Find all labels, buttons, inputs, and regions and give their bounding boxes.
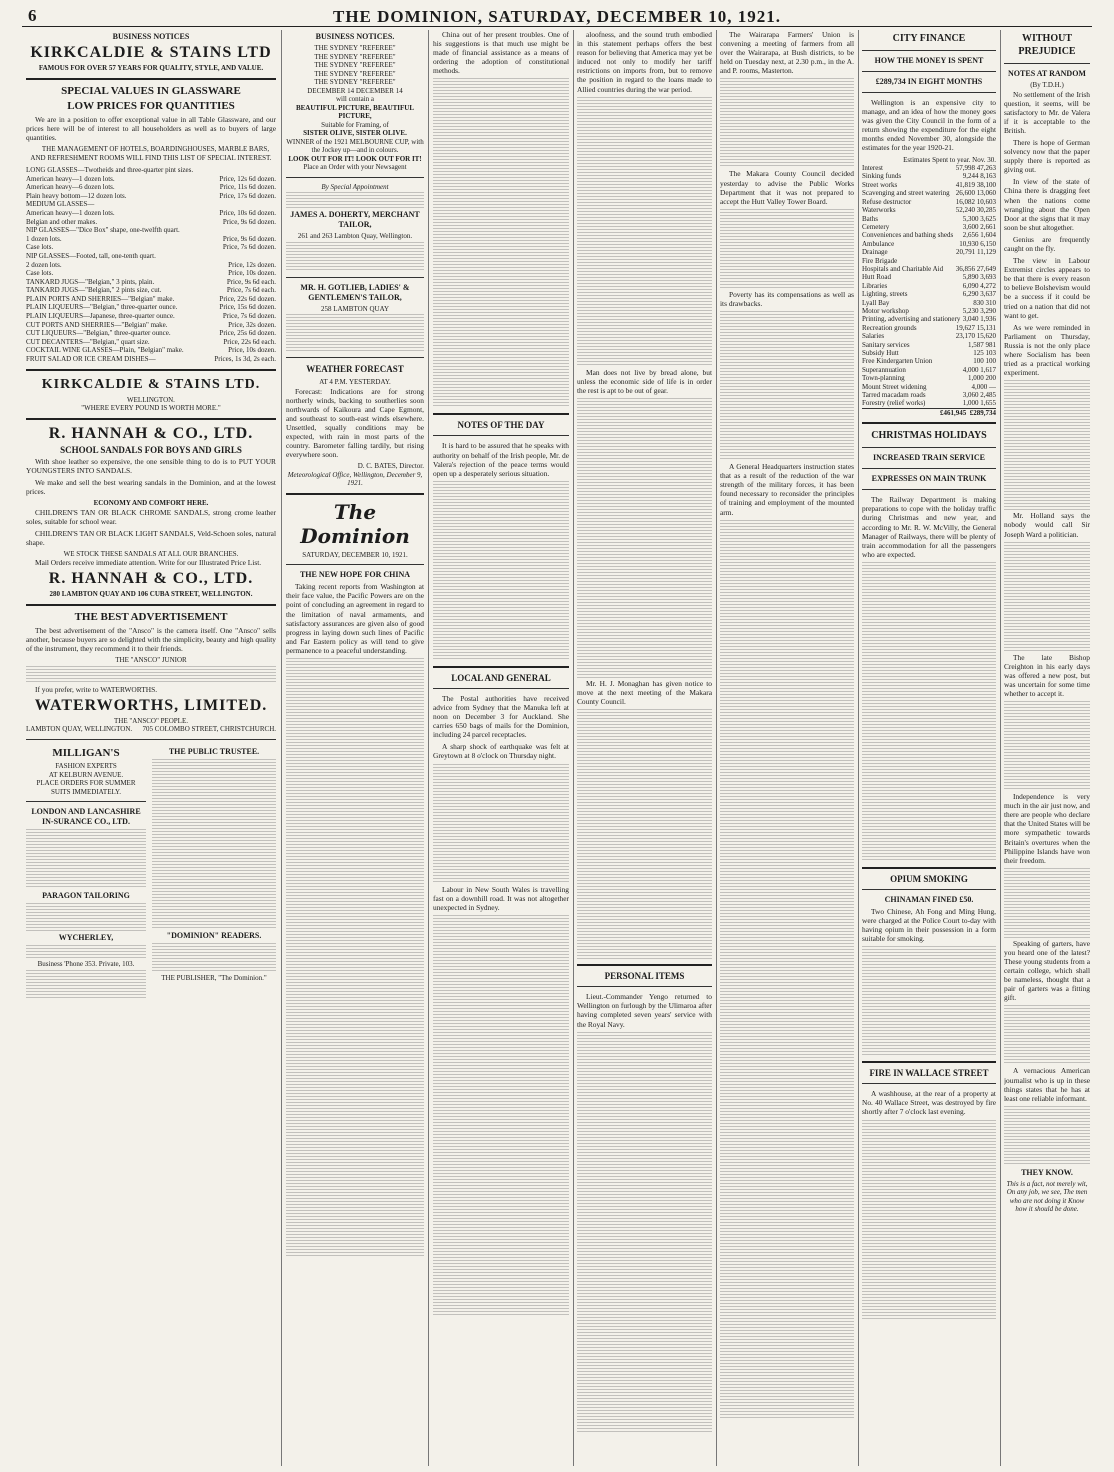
ad-hannah-footer-address: 280 LAMBTON QUAY AND 106 CUBA STREET, WELLINGTON. bbox=[49, 590, 253, 599]
finance-item: Street works bbox=[862, 180, 898, 189]
ad-ansco-body: The best advertisement of the "Ansco" is the camera itself. One "Ansco" sells another, because buyers are so delighted with the simplicity, beauty and high quality of the instrument, they recommend it to their friends. bbox=[26, 625, 276, 654]
notes-of-day-title: NOTES OF THE DAY bbox=[457, 420, 545, 431]
finance-item: Sanitary services bbox=[862, 340, 910, 349]
cup-winner: WINNER of the 1921 MELBOURNE CUP, with the Jockey up—and in colours. bbox=[286, 137, 424, 154]
finance-row bbox=[862, 206, 996, 214]
column-divider bbox=[858, 30, 859, 1466]
ad-kirkcaldie-footer-title: KIRKCALDIE & STAINS LTD. bbox=[41, 376, 261, 392]
finance-item: Drainage bbox=[862, 248, 888, 257]
finance-row bbox=[862, 332, 996, 340]
finance-values: 125 103 bbox=[973, 349, 996, 357]
price-item: Plain heavy bottom—12 dozen lots. bbox=[26, 191, 127, 200]
sydney-referee-line: THE SYDNEY "REFEREE" bbox=[314, 69, 396, 78]
price-item: CUT LIQUEURS—"Belgian," three-quarter ounce. bbox=[26, 329, 171, 338]
finance-values: 4,000 — bbox=[971, 382, 996, 391]
finance-values: 19,627 15,131 bbox=[955, 323, 996, 332]
finance-values: 5,230 3,290 bbox=[962, 306, 996, 315]
ad-ansco-title: THE BEST ADVERTISEMENT bbox=[74, 610, 228, 623]
finance-values: 100 100 bbox=[973, 357, 996, 366]
finance-row bbox=[862, 240, 996, 248]
price-item: NIP GLASSES—"Dice Box" shape, one-twelfth quart. bbox=[26, 226, 180, 235]
finance-total-spent: £289,734 bbox=[969, 408, 996, 417]
finance-columns: Estimates Spent to year. Nov. 30. bbox=[903, 155, 996, 164]
finance-row bbox=[862, 231, 996, 239]
weather-sign: D. C. BATES, Director. bbox=[357, 462, 424, 471]
fire-body: A washhouse, at the rear of a property at No. 40 Wallace Street, was destroyed by fire shortly after 7 o'clock last evening. bbox=[862, 1089, 996, 1117]
personal-items-title: PERSONAL ITEMS bbox=[604, 971, 685, 982]
sydney-referee-line: THE SYDNEY "REFEREE" bbox=[314, 52, 396, 61]
col7-p5: The view in Labour Extremist circles appears to be that there is every reason to believe Bolshevism would be a success if it could be tried on a nation that did not want to get. bbox=[1004, 256, 1090, 320]
framing-note: Suitable for Framing, of bbox=[321, 120, 389, 129]
opium-sub: CHINAMAN FINED £50. bbox=[884, 894, 974, 904]
finance-row bbox=[862, 383, 996, 391]
price-value: Price, 10s dozen. bbox=[228, 346, 276, 355]
section-tag-2: BUSINESS NOTICES. bbox=[315, 32, 395, 41]
page-number: 6 bbox=[28, 6, 37, 25]
column-business-ads bbox=[26, 30, 276, 1466]
finance-row bbox=[862, 324, 996, 332]
finance-item: Printing, advertising and stationery bbox=[862, 315, 961, 324]
col4-p2: Man does not live by bread alone, but unless the economic side of life is in order the rest is apt to be out of gear. bbox=[577, 367, 712, 395]
finance-item: Baths bbox=[862, 214, 878, 223]
column-divider bbox=[573, 30, 574, 1466]
price-list-row bbox=[26, 355, 276, 364]
ad-hannah-sub: ECONOMY AND COMFORT HERE. bbox=[93, 499, 209, 507]
column-news-2 bbox=[720, 30, 854, 1466]
weather-title: WEATHER FORECAST bbox=[306, 364, 404, 374]
col7-p11: A vernacious American journalist who is up in these things states that he has at least one reliable informant. bbox=[1004, 1066, 1090, 1103]
price-item: CUT DECANTERS—"Belgian," quart size. bbox=[26, 337, 150, 346]
price-value: Price, 15s 6d dozen. bbox=[219, 303, 276, 312]
finance-item: Subsidy Hutt bbox=[862, 349, 899, 357]
sydney-dates: DECEMBER 14 DECEMBER 14 bbox=[307, 86, 403, 95]
price-item: PLAIN LIQUEURS—Japanese, three-quarter ounce. bbox=[26, 312, 175, 321]
finance-item: Recreation grounds bbox=[862, 323, 917, 332]
finance-row bbox=[862, 172, 996, 180]
price-item: LONG GLASSES—Twotheids and three-quarter pint sizes. bbox=[26, 165, 194, 174]
col5-p4: A General Headquarters instruction states that as a result of the reduction of the war strength of the military forces, it has been found necessary to reconsider the principles of training and employment of the mounted arm. bbox=[720, 462, 854, 517]
ad-hannah-item2: CHILDREN'S TAN OR BLACK LIGHT SANDALS, Veld-Schoen soles, natural shape. bbox=[26, 528, 276, 547]
col7-p8: The late Bishop Creighton in his early days was offered a new post, but was uncertain for some time whether to accept it. bbox=[1004, 652, 1090, 698]
ad-ansco-sub: THE "ANSCO" JUNIOR bbox=[115, 656, 187, 665]
ad-waterworths-title: WATERWORTHS, LIMITED. bbox=[34, 696, 268, 714]
ad-waterworths-addr-left: LAMBTON QUAY, WELLINGTON. bbox=[26, 725, 133, 734]
sydney-referee-list bbox=[286, 44, 424, 87]
price-item: CUT PORTS AND SHERRIES—"Belgian" make. bbox=[26, 320, 168, 329]
finance-item: Fire Brigade bbox=[862, 256, 898, 265]
finance-values: 6,090 4,272 bbox=[962, 281, 996, 290]
price-value: Price, 9s 6d dozen. bbox=[222, 234, 276, 243]
ad-hannah-title: R. HANNAH & CO., LTD. bbox=[48, 424, 254, 442]
finance-values: 4,000 1,617 bbox=[962, 365, 996, 374]
look-out: LOOK OUT FOR IT! LOOK OUT FOR IT! bbox=[288, 154, 422, 163]
finance-values: 10,930 6,150 bbox=[959, 239, 996, 248]
ad-hannah-body: With shoe leather so expensive, the one sensible thing to do is to PUT YOUR YOUNGSTERS INTO SANDALS. bbox=[26, 456, 276, 475]
price-list-row bbox=[26, 295, 276, 304]
col5-p3: Poverty has its compensations as well as its drawbacks. bbox=[720, 289, 854, 308]
price-list-row bbox=[26, 209, 276, 218]
finance-values: 6,290 3,637 bbox=[962, 290, 996, 299]
finance-row bbox=[862, 198, 996, 206]
finance-item: Tarred macadam roads bbox=[862, 391, 926, 400]
editorial-p1: Taking recent reports from Washington at their face value, the Pacific Powers are on the point of concluding an agreement in regard to the limitation of naval armaments, and satisfactory assurances are given also of good progress in laying down such lines of Pacific and Far Eastern policy as will tend to give permanence to a peaceful understanding. bbox=[286, 582, 424, 655]
price-item: NIP GLASSES—Footed, tall, one-tenth quart. bbox=[26, 251, 156, 260]
city-finance-amount: £289,734 IN EIGHT MONTHS bbox=[875, 77, 983, 86]
finance-row bbox=[862, 273, 996, 281]
price-list-row bbox=[26, 286, 276, 295]
column-without-prejudice bbox=[1004, 30, 1090, 1466]
price-item: American heavy—1 dozen lots. bbox=[26, 174, 115, 183]
finance-item: Mount Street widening bbox=[862, 382, 927, 391]
finance-item: Forestry (relief works) bbox=[862, 399, 926, 408]
price-list-row bbox=[26, 235, 276, 244]
finance-row bbox=[862, 357, 996, 365]
byline: (By T.D.H.) bbox=[1030, 81, 1064, 89]
sydney-referee-line: THE SYDNEY "REFEREE" bbox=[314, 61, 396, 69]
column-referee-weather bbox=[286, 30, 424, 1466]
col7-p1: No settlement of the Irish question, it seems, will be satisfactory to Mr. de Valera if it is acceptable to the British. bbox=[1004, 89, 1090, 135]
ad-milligans-addr: AT KELBURN AVENUE. bbox=[48, 770, 124, 779]
finance-row bbox=[862, 307, 996, 315]
gotlieb-address: 258 LAMBTON QUAY bbox=[320, 304, 390, 313]
ad-waterworths-addr-right: 705 COLOMBO STREET, CHRISTCHURCH. bbox=[142, 725, 276, 734]
finance-row bbox=[862, 341, 996, 349]
opium-body: Two Chinese, Ah Fong and Ming Hung, were charged at the Police Court to-day with having opium in their possession in a form suitable for smoking. bbox=[862, 906, 996, 944]
city-finance-body: Wellington is an expensive city to manage, and an idea of how the money goes was given the City Council in the form of a return showing the expenditure for the eight months ended November 30, alongside the estimates for the year 1920-21. bbox=[862, 98, 996, 153]
opium-title: OPIUM SMOKING bbox=[890, 873, 968, 884]
finance-item: Free Kindergarten Union bbox=[862, 357, 933, 366]
order-note: Place an Order with your Newsagent bbox=[303, 163, 407, 171]
price-item: MEDIUM GLASSES— bbox=[26, 200, 95, 209]
finance-row bbox=[862, 391, 996, 399]
finance-row bbox=[862, 299, 996, 307]
without-prejudice-title: WITHOUT PREJUDICE bbox=[1018, 33, 1076, 57]
price-item: Belgian and other makes. bbox=[26, 217, 98, 226]
city-finance-sub: HOW THE MONEY IS SPENT bbox=[874, 56, 984, 65]
beautiful-picture: BEAUTIFUL PICTURE, BEAUTIFUL PICTURE, bbox=[295, 103, 415, 120]
price-list-row bbox=[26, 346, 276, 355]
christmas-sub2: EXPRESSES ON MAIN TRUNK bbox=[871, 474, 987, 484]
ad-kirkcaldie-footer-city: WELLINGTON. bbox=[127, 395, 175, 404]
finance-values: 23,170 15,620 bbox=[955, 332, 996, 341]
price-value: Price, 17s 6d dozen. bbox=[219, 191, 276, 200]
christmas-holidays-title: CHRISTMAS HOLIDAYS bbox=[871, 430, 987, 442]
finance-item: Waterworks bbox=[862, 206, 896, 215]
price-list-row bbox=[26, 192, 276, 201]
finance-values: 52,240 30,285 bbox=[955, 206, 996, 215]
col5-p1: The Wairarapa Farmers' Union is convening a meeting of farmers from all over the Wairarapa, at Bush districts, to be held on Tuesday next, at 2.30 p.m., in the A. and P. rooms, Masterton. bbox=[720, 30, 854, 76]
col7-p2: There is hope of German solvency now that the paper supply there is reported as giving out. bbox=[1004, 137, 1090, 175]
price-value: Price, 12s dozen. bbox=[228, 260, 276, 269]
they-know-title: THEY KNOW. bbox=[1021, 1167, 1073, 1177]
ad-hannah-body2: We make and sell the best wearing sandals in the Dominion, and at the lowest prices. bbox=[26, 477, 276, 496]
col3-p5: Labour in New South Wales is travelling fast on a downhill road. It was not altogether unexpected in Sydney. bbox=[433, 884, 569, 912]
price-value: Price, 11s 6d dozen. bbox=[219, 183, 276, 192]
dominion-readers-title: "DOMINION" READERS. bbox=[166, 931, 262, 941]
finance-row bbox=[862, 257, 996, 265]
ad-hannah-item1: CHILDREN'S TAN OR BLACK CHROME SANDALS, strong crome leather soles, suitable for school wear. bbox=[26, 507, 276, 526]
price-list-row bbox=[26, 183, 276, 192]
finance-row bbox=[862, 366, 996, 374]
finance-row bbox=[862, 189, 996, 197]
col7-p3: In view of the state of China there is dragging feet when the nations come wrangling about the Open Door at the signs that it may soon be shut altogether. bbox=[1004, 177, 1090, 232]
col7-p10: Speaking of garters, have you heard one of the latest? These young students from a certain college, which shall be nameless, thought that a pair of garters was a fitting gift. bbox=[1004, 938, 1090, 1003]
finance-values: 26,600 13,060 bbox=[955, 189, 996, 198]
column-divider bbox=[428, 30, 429, 1466]
price-list-row bbox=[26, 166, 276, 175]
price-item: 2 dozen lots. bbox=[26, 260, 62, 269]
ad-waterworths-sub: THE "ANSCO" PEOPLE. bbox=[114, 716, 188, 725]
price-item: TANKARD JUGS—"Belgian," 3 pints, plain. bbox=[26, 277, 155, 286]
finance-row bbox=[862, 265, 996, 273]
column-notes bbox=[433, 30, 569, 1466]
finance-values: 5,300 3,625 bbox=[962, 214, 996, 223]
column-divider bbox=[1000, 30, 1001, 1466]
finance-row bbox=[862, 315, 996, 323]
ad-kirkcaldie-tagline: FAMOUS FOR OVER 57 YEARS FOR QUALITY, STYLE, AND VALUE. bbox=[38, 64, 264, 72]
sydney-referee-line: THE SYDNEY "REFEREE" bbox=[314, 78, 396, 86]
weather-body: Forecast: Indications are for strong northerly winds, backing to southerlies soon northwards of Kaikoura and Cape Egmont, and southeast to south-east winds elsewhere. Unsettled, squally conditions may be expected, with rain in most parts of the country. Barometer falling tardily, but rising everywhere soon. bbox=[286, 386, 424, 460]
price-item: American heavy—6 dozen lots. bbox=[26, 183, 115, 192]
price-value: Price, 25s 6d dozen. bbox=[219, 329, 276, 338]
appointment: By Special Appointment bbox=[321, 182, 389, 191]
finance-table bbox=[862, 164, 996, 408]
col7-p6: As we were reminded in Parliament on Thursday, Russia is not the only place where Socialism has been tried as a practical working experiment. bbox=[1004, 322, 1090, 378]
finance-row bbox=[862, 248, 996, 256]
col4-p3: Mr. H. J. Monaghan has given notice to move at the next meeting of the Makara County Council. bbox=[577, 678, 712, 707]
ad-public-trustee-title: THE PUBLIC TRUSTEE. bbox=[168, 747, 260, 757]
notes-at-random: NOTES AT RANDOM bbox=[1008, 69, 1086, 78]
price-list-row bbox=[26, 312, 276, 321]
ad-wycherley-phone: Business 'Phone 353. Private, 103. bbox=[37, 960, 135, 969]
finance-row bbox=[862, 399, 996, 407]
finance-item: Refuse destructor bbox=[862, 197, 912, 206]
ad-milligans-sub: FASHION EXPERTS bbox=[55, 762, 117, 771]
christmas-sub: INCREASED TRAIN SERVICE bbox=[872, 453, 986, 463]
finance-item: Town-planning bbox=[862, 374, 905, 383]
finance-values: 2,656 1,604 bbox=[962, 231, 996, 240]
price-list-row bbox=[26, 226, 276, 235]
price-list-row bbox=[26, 200, 276, 209]
finance-values: 41,819 38,100 bbox=[955, 180, 996, 189]
col7-p9: Independence is very much in the air just now, and there are people who declare that the United States will be more sympathetic towards Britain's overtures when the Philippine Islands have won their freedom. bbox=[1004, 792, 1090, 865]
paper-nameplate: The Dominion bbox=[300, 499, 410, 548]
ad-glassware-subheading: LOW PRICES FOR QUANTITIES bbox=[67, 99, 235, 112]
finance-values: 36,856 27,649 bbox=[955, 264, 996, 273]
finance-item: Cemetery bbox=[862, 222, 890, 231]
finance-values: 5,890 3,693 bbox=[962, 273, 996, 282]
col7-p7: Mr. Holland says the nobody would call Sir Joseph Ward a politician. bbox=[1004, 511, 1090, 539]
col4-p4: Lieut.-Commander Yengo returned to Wellington on furlough by the Ulimaroa after having completed seven years' service with the Royal Navy. bbox=[577, 992, 712, 1029]
finance-row bbox=[862, 164, 996, 172]
finance-values: 830 310 bbox=[973, 298, 996, 307]
col3-p2: It is hard to be assured that he speaks with authority on behalf of the Irish people, Mr. de Valera's rejection of the peace terms would open up a desperately serious situation. bbox=[433, 441, 569, 478]
weather-time: AT 4 P.M. YESTERDAY. bbox=[319, 378, 391, 386]
price-list-row bbox=[26, 303, 276, 312]
section-tag: BUSINESS NOTICES bbox=[112, 32, 190, 41]
price-value: Price, 10s 6d dozen. bbox=[219, 208, 276, 217]
price-list-row bbox=[26, 269, 276, 278]
price-item: PLAIN LIQUEURS—"Belgian," three-quarter ounce. bbox=[26, 303, 178, 312]
christmas-body: The Railway Department is making preparations to cope with the holiday traffic during Christmas and new year, and according to Mr. R. W. McVilly, the General Manager of Railways, there will be plenty of train accommodation for all the passengers who are expected. bbox=[862, 495, 996, 559]
finance-values: 20,791 11,129 bbox=[956, 248, 996, 257]
finance-row bbox=[862, 282, 996, 290]
finance-total-estimates: £461,945 bbox=[940, 408, 967, 417]
ad-wycherley-title: WYCHERLEY, bbox=[58, 933, 114, 943]
column-news-1 bbox=[577, 30, 712, 1466]
price-value: Price, 22s 6d dozen. bbox=[219, 294, 276, 303]
price-value: Price, 10s dozen. bbox=[228, 269, 276, 278]
finance-item: Hospitals and Charitable Aid bbox=[862, 264, 944, 273]
price-list-row bbox=[26, 261, 276, 270]
finance-row bbox=[862, 290, 996, 298]
price-list-row bbox=[26, 252, 276, 261]
ad-hannah-footer-title: R. HANNAH & CO., LTD. bbox=[48, 570, 254, 588]
finance-values: 3,040 1,936 bbox=[962, 315, 996, 324]
ad-hannah-heading: SCHOOL SANDALS FOR BOYS AND GIRLS bbox=[60, 444, 242, 455]
ad-hannah-mail: Mail Orders receive immediate attention. Write for our Illustrated Price List. bbox=[35, 558, 262, 568]
finance-item: Hutt Road bbox=[862, 273, 891, 282]
ad-hannah-stock: WE STOCK THESE SANDALS AT ALL OUR BRANCHES. bbox=[63, 549, 239, 558]
gotlieb-title: MR. H. GOTLIEB, LADIES' & GENTLEMEN'S TAILOR, bbox=[300, 282, 410, 302]
finance-row bbox=[862, 349, 996, 357]
price-list-row bbox=[26, 329, 276, 338]
weather-office: Meteorological Office, Wellington, December 9, 1921. bbox=[287, 470, 423, 488]
finance-item: Scavenging and street watering bbox=[862, 189, 950, 198]
finance-values: 1,587 981 bbox=[968, 340, 996, 349]
price-value: Price, 32s dozen. bbox=[228, 320, 276, 329]
finance-item: Salaries bbox=[862, 332, 885, 341]
editorial-title: THE NEW HOPE FOR CHINA bbox=[299, 570, 411, 580]
they-know-verse: This is a fact, not merely wit, On any job, we see, The men who are not doing it Know how it should be done. bbox=[1006, 1179, 1088, 1214]
local-general-title: LOCAL AND GENERAL bbox=[451, 672, 551, 683]
price-list-row bbox=[26, 321, 276, 330]
sister-olive: SISTER OLIVE, SISTER OLIVE. bbox=[303, 129, 407, 137]
price-list-row bbox=[26, 175, 276, 184]
price-item: PLAIN PORTS AND SHERRIES—"Belgian" make. bbox=[26, 294, 175, 303]
ad-glassware-heading: SPECIAL VALUES IN GLASSWARE bbox=[61, 84, 241, 97]
price-value: Prices, 1s 3d, 2s each. bbox=[214, 355, 276, 364]
price-list-row bbox=[26, 338, 276, 347]
column-divider bbox=[281, 30, 282, 1466]
city-finance-title: CITY FINANCE bbox=[892, 33, 966, 44]
publisher-sign: THE PUBLISHER, "The Dominion." bbox=[161, 974, 267, 983]
price-item: COCKTAIL WINE GLASSES—Plain, "Belgian" make. bbox=[26, 346, 184, 355]
price-list-row bbox=[26, 278, 276, 287]
finance-values: 1,000 200 bbox=[968, 374, 996, 383]
col3-p4: A sharp shock of earthquake was felt at Greytown at 8 o'clock on Thursday night. bbox=[433, 742, 569, 761]
price-item: Case lots. bbox=[26, 243, 54, 252]
ad-kirkcaldie-title: KIRKCALDIE & STAINS LTD bbox=[30, 44, 272, 61]
price-value: Price, 22s 6d each. bbox=[223, 337, 276, 346]
ad-kirkcaldie-footer-tagline: "WHERE EVERY POUND IS WORTH MORE." bbox=[81, 404, 221, 413]
masthead bbox=[22, 6, 1092, 27]
finance-item: Interest bbox=[862, 164, 883, 173]
price-value: Price, 9s 6d each. bbox=[226, 277, 276, 286]
ad-glassware-intro: We are in a position to offer exceptional value in all Table Glassware, and our prices here will be of interest to all householders as well as to buyers of large quantities. bbox=[26, 114, 276, 142]
finance-item: Sinking funds bbox=[862, 172, 902, 181]
finance-values: 1,000 1,655 bbox=[962, 399, 996, 408]
finance-row bbox=[862, 223, 996, 231]
col3-p3: The Postal authorities have received advice from Sydney that the Manuka left at noon on December 3 for Auckland. She carries 650 bags of mails for the Dominion, including 24 parcel receptacles. bbox=[433, 693, 569, 740]
finance-values: 16,082 10,603 bbox=[955, 197, 996, 206]
finance-row bbox=[862, 374, 996, 382]
price-item: Case lots. bbox=[26, 269, 54, 278]
price-item: TANKARD JUGS—"Belgian," 2 pints size, cut. bbox=[26, 286, 162, 295]
finance-item: Lyall Bay bbox=[862, 298, 890, 307]
finance-values: 3,600 2,661 bbox=[962, 222, 996, 231]
finance-row bbox=[862, 215, 996, 223]
price-value: Price, 7s 6d dozen. bbox=[222, 243, 276, 252]
price-item: FRUIT SALAD OR ICE CREAM DISHES— bbox=[26, 355, 156, 364]
finance-item: Superannuation bbox=[862, 365, 906, 374]
ad-london-lancashire-title: LONDON AND LANCASHIRE IN-SURANCE CO., LTD. bbox=[31, 807, 141, 827]
paper-date: SATURDAY, DECEMBER 10, 1921. bbox=[302, 550, 408, 559]
sydney-referee-line: THE SYDNEY "REFEREE" bbox=[314, 44, 396, 52]
price-list-row bbox=[26, 218, 276, 227]
col3-p1: China out of her present troubles. One of his suggestions is that much use might be made of financial assistance as a means of ordering the adoption of constitutional methods. bbox=[433, 30, 569, 76]
column-divider bbox=[716, 30, 717, 1466]
fire-title: FIRE IN WALLACE STREET bbox=[869, 1068, 989, 1079]
ad-glassware-note: THE MANAGEMENT OF HOTELS, BOARDINGHOUSES, MARBLE BARS, AND REFRESHMENT ROOMS WILL FIND THIS LIST OF SPECIAL INTEREST. bbox=[30, 144, 272, 162]
col4-p1: aloofness, and the sound truth embodied in this statement perhaps offers the best reason for believing that America may yet be induced not only to modify her tariff restrictions on imports from, but to remove the position in regard to the loans made to Allied countries during the war period. bbox=[577, 30, 712, 94]
price-list bbox=[26, 166, 276, 364]
price-item: 1 dozen lots. bbox=[26, 234, 62, 243]
finance-item: Libraries bbox=[862, 281, 888, 290]
finance-item: Motor workshop bbox=[862, 306, 909, 315]
price-value: Price, 12s 6d dozen. bbox=[219, 174, 276, 183]
sydney-contains: will contain a bbox=[335, 95, 375, 103]
column-city-finance bbox=[862, 30, 996, 1466]
price-item: American heavy—1 dozen lots. bbox=[26, 208, 115, 217]
ad-milligans-note: PLACE ORDERS FOR SUMMER SUITS IMMEDIATELY. bbox=[36, 779, 136, 796]
col5-p2: The Makara County Council decided yesterday to advise the Public Works Department that it was not prepared to accept the Hutt Valley Tower Board. bbox=[720, 169, 854, 206]
doherty-title: JAMES A. DOHERTY, MERCHANT TAILOR, bbox=[290, 210, 420, 229]
finance-values: 9,244 8,163 bbox=[962, 172, 996, 181]
finance-values: 3,060 2,485 bbox=[962, 391, 996, 400]
newspaper-title: THE DOMINION, SATURDAY, DECEMBER 10, 1921. bbox=[332, 7, 781, 26]
price-value: Price, 9s 6d dozen. bbox=[222, 217, 276, 226]
finance-item: Lighting, streets bbox=[862, 290, 908, 299]
ad-milligans-title: MILLIGAN'S bbox=[52, 747, 120, 760]
finance-values: 57,998 47,263 bbox=[955, 164, 996, 173]
finance-row bbox=[862, 181, 996, 189]
price-value: Price, 7s 6d each. bbox=[226, 286, 276, 295]
ad-ansco-footer: If you prefer, write to WATERWORTHS. bbox=[35, 684, 158, 694]
doherty-address: 261 and 263 Lambton Quay, Wellington. bbox=[297, 232, 413, 240]
price-value: Price, 7s 6d dozen. bbox=[222, 312, 276, 321]
price-list-row bbox=[26, 243, 276, 252]
finance-item: Ambulance bbox=[862, 239, 895, 248]
col7-p4: Genius are frequently caught on the fly. bbox=[1004, 234, 1090, 253]
ad-paragon-title: PARAGON TAILORING bbox=[42, 891, 130, 901]
finance-item: Conveniences and bathing sheds bbox=[862, 231, 954, 240]
